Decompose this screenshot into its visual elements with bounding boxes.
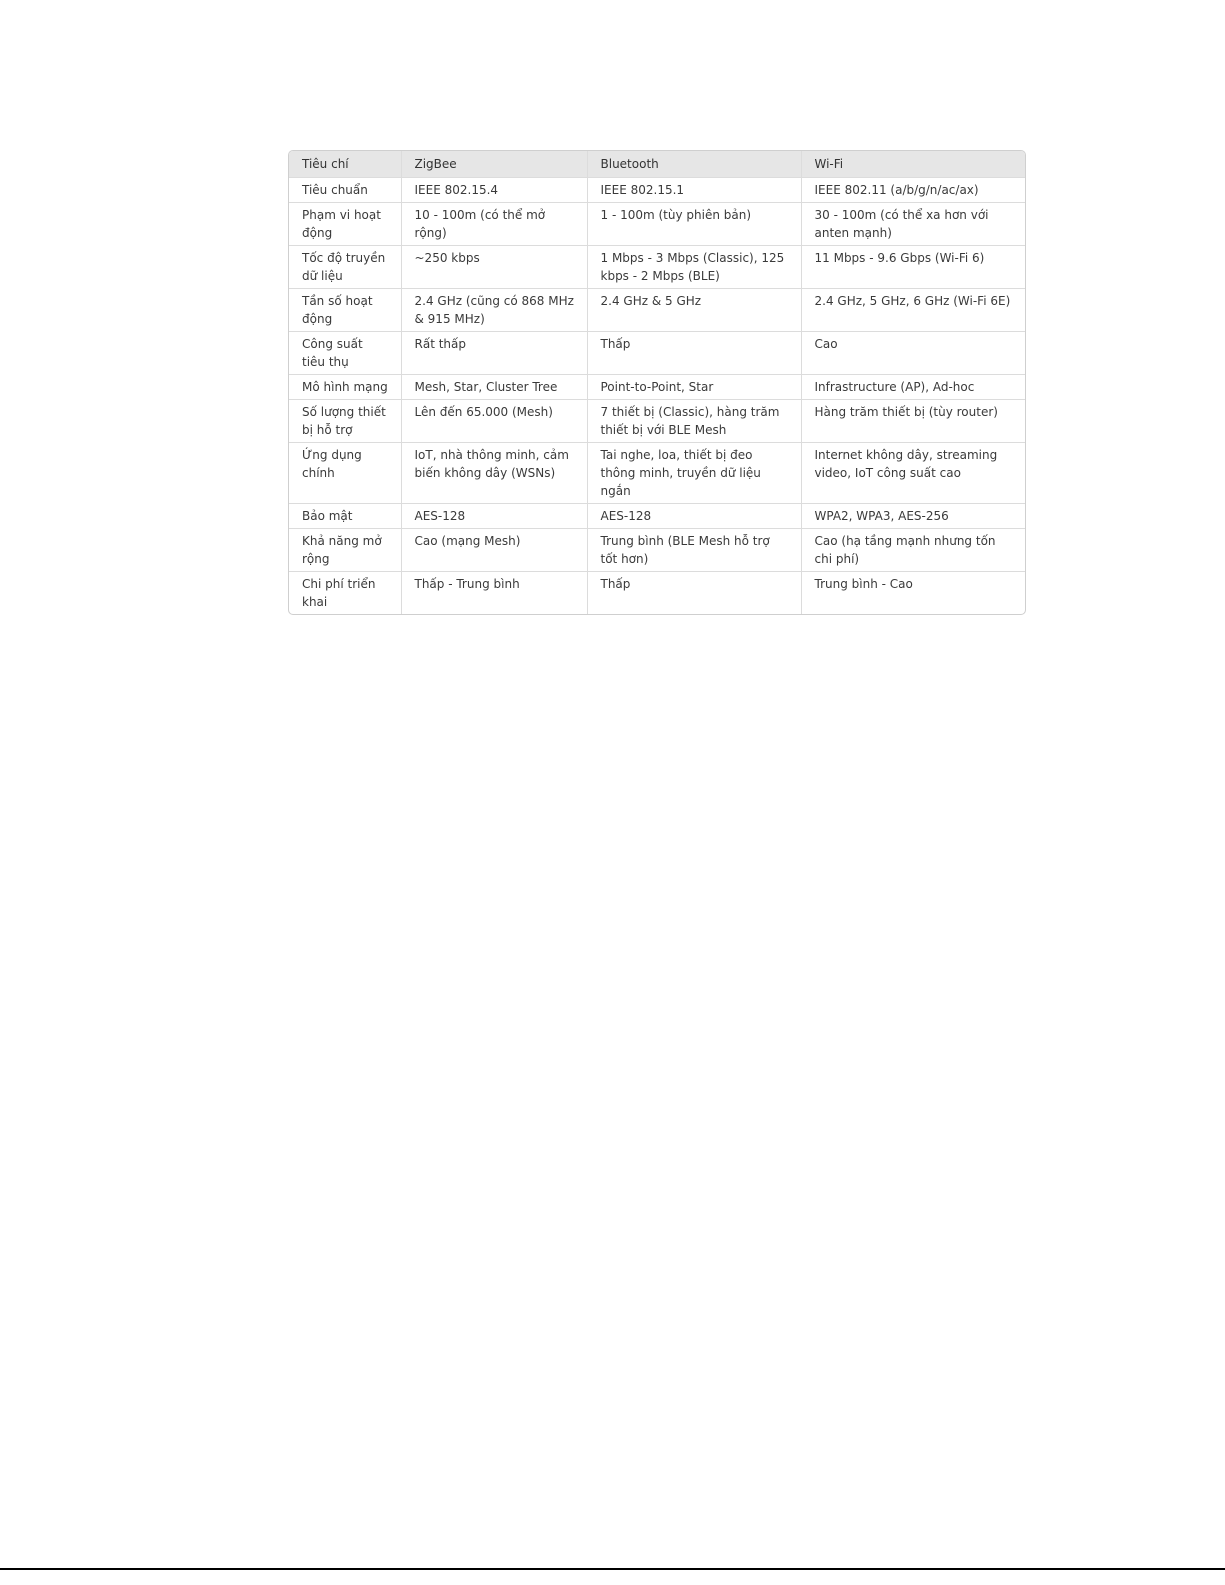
cell-bluetooth: 1 - 100m (tùy phiên bản) [587,203,801,246]
cell-zigbee: IEEE 802.15.4 [401,178,587,203]
row-criterion: Tốc độ truyền dữ liệu [289,246,401,289]
cell-wifi: 11 Mbps - 9.6 Gbps (Wi-Fi 6) [801,246,1025,289]
cell-bluetooth: Thấp [587,572,801,615]
header-wifi: Wi-Fi [801,151,1025,178]
cell-zigbee: 10 - 100m (có thể mở rộng) [401,203,587,246]
cell-wifi: IEEE 802.11 (a/b/g/n/ac/ax) [801,178,1025,203]
cell-wifi: Infrastructure (AP), Ad-hoc [801,375,1025,400]
table-row [289,332,1025,375]
table-row [289,504,1025,529]
cell-bluetooth: IEEE 802.15.1 [587,178,801,203]
cell-zigbee: 2.4 GHz (cũng có 868 MHz & 915 MHz) [401,289,587,332]
table-row [289,289,1025,332]
table-row [289,246,1025,289]
row-criterion: Mô hình mạng [289,375,401,400]
cell-bluetooth: AES-128 [587,504,801,529]
cell-zigbee: Cao (mạng Mesh) [401,529,587,572]
cell-wifi: Trung bình - Cao [814,577,913,591]
row-criterion: Tần số hoạt động [289,289,401,332]
header-zigbee: ZigBee [401,151,587,178]
cell-zigbee: IoT, nhà thông minh, cảm biến không dây (WSNs) [401,443,587,504]
row-criterion: Công suất tiêu thụ [289,332,401,375]
row-criterion: Khả năng mở rộng [289,529,401,572]
table-row [289,178,1025,203]
cell-bluetooth: Trung bình (BLE Mesh hỗ trợ tốt hơn) [587,529,801,572]
page-bottom-rule [0,1568,1225,1570]
table-row [289,375,1025,400]
cell-bluetooth: Point-to-Point, Star [587,375,801,400]
table-header [289,151,1025,178]
row-criterion: Ứng dụng chính [289,443,401,504]
cell-wifi: 2.4 GHz, 5 GHz, 6 GHz (Wi-Fi 6E) [801,289,1025,332]
table-body [289,178,1025,615]
cell-zigbee: ~250 kbps [401,246,587,289]
cell-bluetooth: 1 Mbps - 3 Mbps (Classic), 125 kbps - 2 Mbps (BLE) [587,246,801,289]
table-row [289,203,1025,246]
table-row [289,572,1025,615]
row-criterion: Phạm vi hoạt động [289,203,401,246]
row-criterion: Bảo mật [289,504,401,529]
cell-zigbee: Rất thấp [401,332,587,375]
table-row [289,400,1025,443]
cell-wifi: 30 - 100m (có thể xa hơn với anten mạnh) [801,203,1025,246]
header-bluetooth: Bluetooth [587,151,801,178]
row-criterion: Tiêu chuẩn [289,178,401,203]
cell-wifi: WPA2, WPA3, AES-256 [801,504,1025,529]
row-criterion: Số lượng thiết bị hỗ trợ [289,400,401,443]
table-row [289,529,1025,572]
cell-wifi: Cao (hạ tầng mạnh nhưng tốn chi phí) [801,529,1025,572]
table-row [289,443,1025,504]
cell-bluetooth: Thấp [587,332,801,375]
cell-wifi: Hàng trăm thiết bị (tùy router) [801,400,1025,443]
cell-bluetooth: Tai nghe, loa, thiết bị đeo thông minh, truyền dữ liệu ngắn [587,443,801,504]
cell-bluetooth: 2.4 GHz & 5 GHz [587,289,801,332]
header-row [289,151,1025,178]
cell-wifi: Internet không dây, streaming video, IoT công suất cao [801,443,1025,504]
comparison-table [289,151,1025,614]
cell-bluetooth: 7 thiết bị (Classic), hàng trăm thiết bị với BLE Mesh [587,400,801,443]
cell-zigbee: Thấp - Trung bình [401,572,587,615]
header-criteria: Tiêu chí [289,151,401,178]
row-criterion: Chi phí triển khai [289,572,401,615]
comparison-table-container [288,150,1026,615]
cell-zigbee: Lên đến 65.000 (Mesh) [401,400,587,443]
cell-zigbee: AES-128 [401,504,587,529]
cell-wifi: Cao [801,332,1025,375]
cell-zigbee: Mesh, Star, Cluster Tree [401,375,587,400]
